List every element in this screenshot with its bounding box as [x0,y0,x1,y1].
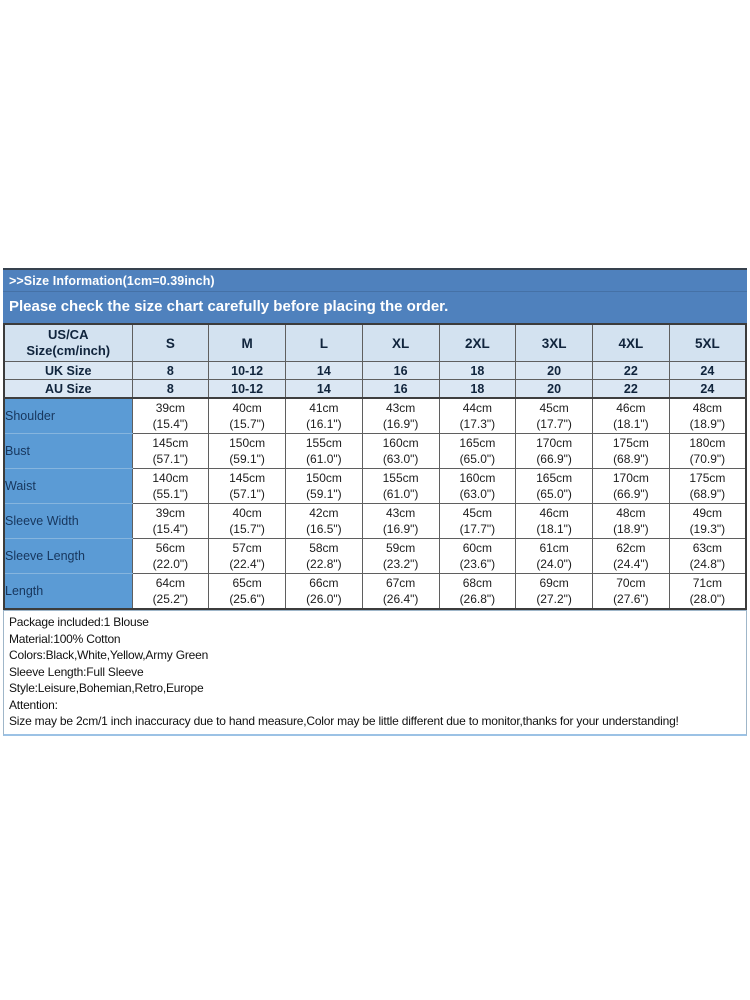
measurement-inch: (59.1") [229,452,265,466]
measurement-inch: (27.2") [536,592,572,606]
measurement-inch: (24.4") [613,557,649,571]
measurement-cell [362,434,439,469]
measurement-cell [669,469,746,504]
measurement-cm: 63cm [692,541,723,555]
measurement-inch: (17.7") [536,417,572,431]
region-size-value: 10-12 [209,380,286,399]
measurement-row-label: Length [4,574,132,610]
size-column-header: 4XL [593,324,670,362]
measurement-cm: 48cm [692,401,723,415]
measurement-cm: 170cm [536,436,573,450]
measurement-cell [209,469,286,504]
measurement-inch: (16.9") [382,522,419,536]
corner-line2: Size(cm/inch) [26,343,111,358]
measurement-inch: (17.7") [459,522,496,536]
measurement-cell [209,434,286,469]
measurement-inch: (22.0") [152,557,189,571]
measurement-cell [362,574,439,610]
measurement-row-label: Bust [4,434,132,469]
measurement-cm: 66cm [309,576,339,590]
measurement-inch: (27.6") [613,592,649,606]
measurement-inch: (55.1") [152,487,189,501]
measurement-inch: (18.9") [689,417,726,431]
size-column-header: XL [362,324,439,362]
measurement-cm: 44cm [462,401,493,415]
measurement-inch: (18.1") [613,417,649,431]
measurement-cell [286,434,363,469]
measurement-cm: 43cm [385,506,416,520]
measurement-cell [362,469,439,504]
measurement-row [4,574,746,610]
size-info-banner [3,268,747,323]
measurement-inch: (26.4") [382,592,419,606]
measurement-cm: 170cm [612,471,649,485]
size-column-header: 3XL [516,324,593,362]
measurement-cm: 67cm [385,576,416,590]
product-notes [3,610,747,736]
region-row-label: UK Size [4,362,132,380]
region-size-value: 8 [132,362,209,380]
note-line: Package included:1 Blouse [9,615,149,629]
size-header-row [4,324,746,362]
measurement-cm: 155cm [305,436,342,450]
measurement-cm: 165cm [459,436,496,450]
size-column-header: 5XL [669,324,746,362]
measurement-cm: 160cm [382,436,419,450]
measurement-inch: (63.0") [382,452,419,466]
note-line: Colors:Black,White,Yellow,Army Green [9,648,209,662]
measurement-cm: 160cm [459,471,496,485]
region-size-value: 14 [286,362,363,380]
region-size-value: 20 [516,380,593,399]
measurement-inch: (15.4") [152,522,189,536]
measurement-row [4,539,746,574]
measurement-cm: 65cm [232,576,262,590]
measurement-row [4,434,746,469]
measurement-inch: (61.0") [382,487,419,501]
measurement-inch: (28.0") [689,592,726,606]
measurement-cell [516,469,593,504]
table-corner-header [4,324,132,362]
measurement-cm: 40cm [232,401,262,415]
measurement-cell [516,434,593,469]
measurement-cell [669,504,746,539]
region-row-label: AU Size [4,380,132,399]
measurement-inch: (16.5") [306,522,342,536]
measurement-cm: 180cm [689,436,726,450]
measurement-inch: (15.4") [152,417,189,431]
region-size-value: 18 [439,380,516,399]
measurement-cm: 46cm [616,401,646,415]
measurement-cell [132,539,209,574]
measurement-inch: (23.6") [459,557,496,571]
measurement-inch: (70.9") [689,452,726,466]
measurement-cm: 68cm [462,576,493,590]
measurement-cell [209,398,286,434]
measurement-cm: 155cm [382,471,419,485]
measurement-cm: 45cm [462,506,493,520]
measurement-cm: 165cm [536,471,573,485]
measurement-cell [669,398,746,434]
region-size-value: 24 [669,362,746,380]
region-size-value: 8 [132,380,209,399]
size-chart-content [3,268,747,736]
size-column-header: S [132,324,209,362]
measurement-cm: 57cm [232,541,262,555]
region-size-value: 10-12 [209,362,286,380]
measurement-inch: (15.7") [229,417,265,431]
measurement-inch: (61.0") [306,452,342,466]
region-size-value: 20 [516,362,593,380]
measurement-cell [286,574,363,610]
measurement-cm: 45cm [539,401,569,415]
measurement-inch: (24.0") [536,557,572,571]
note-line: Style:Leisure,Bohemian,Retro,Europe [9,681,204,695]
measurement-cm: 69cm [539,576,569,590]
measurement-row-label: Waist [4,469,132,504]
measurement-cm: 41cm [309,401,339,415]
measurement-cell [209,539,286,574]
measurement-inch: (63.0") [459,487,496,501]
measurement-inch: (25.6") [229,592,265,606]
measurement-cell [593,504,670,539]
measurement-inch: (68.9") [689,487,726,501]
measurement-cm: 150cm [305,471,342,485]
measurement-cell [593,539,670,574]
measurement-inch: (57.1") [229,487,265,501]
note-line: Material:100% Cotton [9,631,121,646]
measurement-cm: 61cm [539,541,569,555]
measurement-inch: (66.9") [536,452,572,466]
measurement-cell [362,398,439,434]
size-column-header: M [209,324,286,362]
measurement-inch: (68.9") [613,452,649,466]
region-size-value: 22 [593,380,670,399]
measurement-inch: (22.8") [306,557,342,571]
measurement-cm: 48cm [616,506,646,520]
measurement-cm: 59cm [385,541,416,555]
measurement-inch: (65.0") [536,487,572,501]
banner-subtitle: Please check the size chart carefully before placing the order. [3,291,747,323]
measurement-cell [439,398,516,434]
measurement-cm: 62cm [616,541,646,555]
region-size-value: 24 [669,380,746,399]
measurement-row-label: Shoulder [4,398,132,434]
measurement-inch: (65.0") [459,452,496,466]
banner-title: >>Size Information(1cm=0.39inch) [9,274,215,288]
measurement-cm: 43cm [385,401,416,415]
measurement-cell [593,398,670,434]
region-size-value: 16 [362,362,439,380]
measurement-inch: (15.7") [229,522,265,536]
measurement-cell [593,434,670,469]
measurement-cell [132,574,209,610]
measurement-cm: 175cm [612,436,649,450]
au-size-row [4,380,746,399]
measurement-cm: 175cm [689,471,726,485]
measurement-inch: (59.1") [306,487,342,501]
note-line: Attention: [9,697,58,712]
measurement-cm: 42cm [309,506,339,520]
measurement-row-label: Sleeve Length [4,539,132,574]
measurement-cell [362,539,439,574]
measurement-cell [132,398,209,434]
uk-size-row [4,362,746,380]
measurement-inch: (66.9") [613,487,649,501]
measurement-inch: (23.2") [382,557,419,571]
measurement-cell [286,539,363,574]
measurement-cm: 70cm [616,576,646,590]
measurement-cell [132,504,209,539]
measurement-cell [516,504,593,539]
measurement-cell [669,574,746,610]
measurement-cell [593,574,670,610]
measurement-cell [669,539,746,574]
measurement-cm: 39cm [155,506,186,520]
measurement-cm: 49cm [692,506,723,520]
measurement-inch: (17.3") [459,417,496,431]
measurement-inch: (16.1") [306,417,342,431]
measurement-inch: (26.0") [306,592,342,606]
size-column-header: L [286,324,363,362]
measurement-row [4,398,746,434]
measurement-cell [516,574,593,610]
measurement-cm: 140cm [152,471,189,485]
measurement-cell [209,504,286,539]
measurement-inch: (57.1") [152,452,189,466]
measurement-cm: 145cm [229,471,266,485]
note-line: Size may be 2cm/1 inch inaccuracy due to hand measure,Color may be little different due to monitor,thanks for your understanding! [9,714,679,728]
measurement-cell [439,574,516,610]
measurement-cm: 71cm [692,576,723,590]
measurement-cm: 145cm [152,436,189,450]
region-size-value: 16 [362,380,439,399]
measurement-inch: (18.9") [613,522,649,536]
measurement-cell [286,398,363,434]
measurement-inch: (22.4") [229,557,265,571]
measurement-cell [439,469,516,504]
measurement-row [4,504,746,539]
measurement-cm: 58cm [309,541,339,555]
measurement-cell [593,469,670,504]
measurement-cell [439,434,516,469]
measurement-cell [132,434,209,469]
measurement-cell [362,504,439,539]
region-size-value: 22 [593,362,670,380]
measurement-row-label: Sleeve Width [4,504,132,539]
measurement-cell [286,469,363,504]
note-line: Sleeve Length:Full Sleeve [9,664,144,679]
measurement-cm: 39cm [155,401,186,415]
measurement-inch: (24.8") [689,557,726,571]
measurement-cell [439,504,516,539]
region-size-value: 14 [286,380,363,399]
measurement-row [4,469,746,504]
measurement-cm: 40cm [232,506,262,520]
corner-line1: US/CA [48,327,89,342]
measurement-inch: (25.2") [152,592,189,606]
measurement-cm: 150cm [229,436,266,450]
measurement-inch: (16.9") [382,417,419,431]
size-column-header: 2XL [439,324,516,362]
measurement-cell [132,469,209,504]
measurement-cell [669,434,746,469]
measurement-cell [209,574,286,610]
measurement-inch: (18.1") [536,522,572,536]
measurement-inch: (19.3") [689,522,726,536]
measurement-cell [286,504,363,539]
region-size-value: 18 [439,362,516,380]
size-table [3,323,747,610]
measurement-cm: 64cm [155,576,186,590]
measurement-cell [516,398,593,434]
measurement-cell [439,539,516,574]
measurement-cell [516,539,593,574]
measurement-cm: 56cm [155,541,186,555]
measurement-inch: (26.8") [459,592,496,606]
measurement-cm: 60cm [462,541,493,555]
measurement-cm: 46cm [539,506,569,520]
